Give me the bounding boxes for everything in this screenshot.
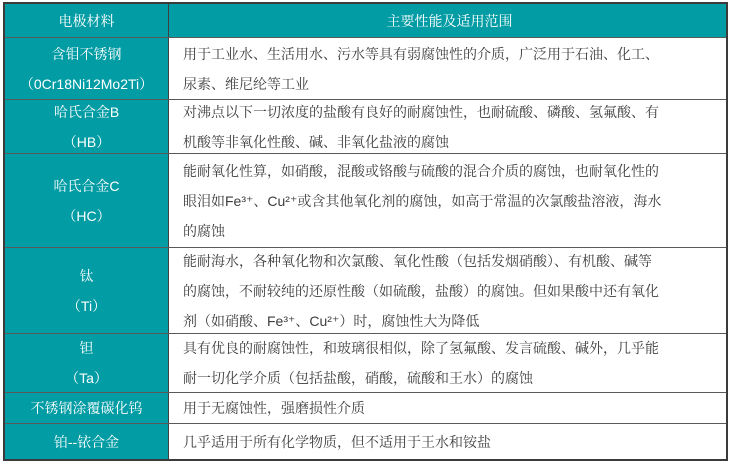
material-cell — [5, 334, 169, 392]
table-row — [5, 153, 726, 247]
table-row — [5, 37, 726, 99]
material-code: （HB） — [62, 133, 111, 150]
material-name: 不锈钢涂覆碳化钨 — [30, 400, 143, 416]
description-cell: 用于无腐蚀性，强磨损性介质 — [169, 393, 726, 423]
material-name: 铂--铱合金 — [53, 433, 120, 450]
material-code: （0Cr18Ni12Mo2Ti） — [19, 75, 154, 92]
table-row — [5, 99, 726, 153]
description-cell: 用于工业水、生活用水、污水等具有弱腐蚀性的介质，广泛用于石油、化工、 尿素、维尼纶等工业 — [169, 38, 726, 99]
table-row — [5, 423, 726, 459]
material-name: 钽 — [79, 340, 94, 356]
material-name: 钛 — [79, 267, 94, 284]
material-cell — [5, 393, 169, 423]
material-column-header: 电极材料 — [58, 12, 115, 29]
description-column-header: 主要性能及适用范围 — [386, 12, 513, 29]
electrode-materials-table — [3, 2, 728, 461]
material-cell — [5, 100, 169, 153]
table-header-row — [5, 4, 726, 37]
material-cell — [5, 154, 169, 247]
description-cell: 具有优良的耐腐蚀性，和玻璃很相似，除了氢氟酸、发言硫酸、碱外，几乎能 耐一切化学介质（包括盐酸，硝酸，硫酸和王水）的腐蚀 — [169, 334, 726, 392]
table-row — [5, 247, 726, 333]
description-column-header-cell — [169, 4, 726, 37]
material-name: 含钼不锈钢 — [51, 45, 122, 62]
material-cell — [5, 248, 169, 333]
material-name: 哈氏合金C — [53, 177, 120, 194]
table-row — [5, 392, 726, 423]
material-cell — [5, 38, 169, 99]
material-cell — [5, 424, 169, 459]
material-code: （Ta） — [65, 370, 108, 386]
material-code: （Ti） — [66, 297, 107, 314]
description-cell: 几乎适用于所有化学物质，但不适用于王水和铵盐 — [169, 424, 726, 459]
description-cell: 能耐氧化性算，如硝酸，混酸或铬酸与硫酸的混合介质的腐蚀，也耐氧化性的 眼泪如Fe³⁺、Cu²⁺或含其他氧化剂的腐蚀，如高于常温的次氯酸盐溶液，海水 的腐蚀 — [169, 154, 726, 247]
material-name: 哈氏合金B — [53, 103, 120, 120]
material-code: （HC） — [62, 207, 111, 224]
table-row — [5, 333, 726, 392]
description-cell: 对沸点以下一切浓度的盐酸有良好的耐腐蚀性，也耐硫酸、磷酸、氢氟酸、有 机酸等非氧化性酸、碱、非氧化盐液的腐蚀 — [169, 100, 726, 153]
material-column-header-cell — [5, 4, 169, 37]
description-cell: 能耐海水，各种氧化物和次氯酸、氧化性酸（包括发烟硝酸）、有机酸、碱等 的腐蚀，不耐较纯的还原性酸（如硫酸，盐酸）的腐蚀。但如果酸中还有氧化 剂（如硝酸、Fe³⁺、Cu²⁺）时，腐蚀性大为降低 — [169, 248, 726, 333]
